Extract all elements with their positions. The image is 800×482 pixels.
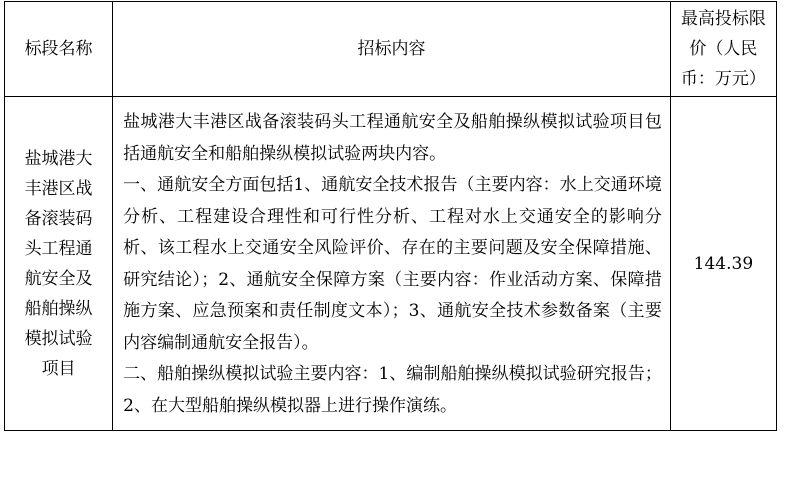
bid-content-paragraph-3: 二、船舶操纵模拟试验主要内容：1、编制船舶操纵模拟试验研究报告；2、在大型船舶操纵模拟器上进行操作演练。 (123, 364, 662, 416)
column-header-bid-content-label: 招标内容 (357, 39, 426, 59)
cell-max-price: 144.39 (670, 97, 776, 431)
bid-content-paragraph-2: 一、通航安全方面包括1、通航安全技术报告（主要内容：水上交通环境分析、工程建设合理性和可行性分析、工程对水上交通安全的影响分析、该工程水上交通安全风险评价、存在的主要问题及安全保障措施、研究结论）；2、通航安全保障方案（主要内容：作业活动方案、保障措施方案、应急预案和责任制度文本）；3、通航安全技术参数备案（主要内容编制通航安全报告）。 (123, 175, 662, 353)
column-header-section-name (5, 2, 113, 97)
bid-information-table (4, 1, 777, 431)
bid-content-paragraph-1: 盐城港大丰港区战备滚装码头工程通航安全及船舶操纵模拟试验项目包括通航安全和船舶操纵模拟试验两块内容。 (123, 112, 662, 164)
cell-bid-content (113, 97, 671, 431)
table-body (5, 97, 777, 431)
column-header-max-price (670, 2, 776, 97)
table-header (5, 2, 777, 97)
column-header-section-name-label: 标段名称 (24, 39, 93, 59)
column-header-max-price-label: 最高投标限价（人民币：万元） (680, 9, 766, 89)
document-page (0, 1, 800, 482)
table-header-row (5, 2, 777, 97)
column-header-bid-content (113, 2, 671, 97)
cell-section-name: 盐城港大丰港区战备滚装码头工程通航安全及船舶操纵模拟试验项目 (5, 97, 113, 431)
table-row (5, 97, 777, 431)
